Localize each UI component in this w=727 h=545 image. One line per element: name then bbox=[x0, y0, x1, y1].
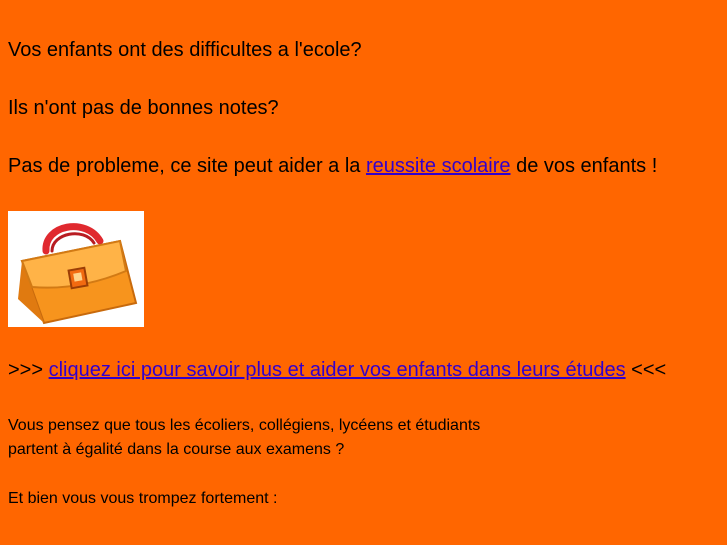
reussite-scolaire-link[interactable]: reussite scolaire bbox=[366, 155, 511, 177]
cta-prefix: >>> bbox=[8, 359, 49, 381]
body-para-1-line-1: Vous pensez que tous les écoliers, collégiens, lycéens et étudiants bbox=[8, 417, 481, 434]
intro-line-3 bbox=[8, 154, 657, 178]
intro-line-3-after: de vos enfants ! bbox=[510, 155, 658, 177]
intro-line-2: Ils n'ont pas de bonnes notes? bbox=[8, 97, 279, 119]
body-para-2: Et bien vous vous trompez fortement : bbox=[8, 490, 278, 507]
cta-line bbox=[8, 358, 666, 382]
briefcase-icon bbox=[8, 211, 144, 327]
intro-line-3-before: Pas de probleme, ce site peut aider a la bbox=[8, 155, 366, 177]
briefcase-image bbox=[8, 211, 144, 327]
body-para-1-line-2: partent à égalité dans la course aux examens ? bbox=[8, 441, 345, 458]
cta-suffix: <<< bbox=[625, 359, 667, 381]
intro-line-1: Vos enfants ont des difficultes a l'ecole? bbox=[8, 39, 362, 61]
cta-link[interactable]: cliquez ici pour savoir plus et aider vos enfants dans leurs études bbox=[48, 359, 626, 381]
